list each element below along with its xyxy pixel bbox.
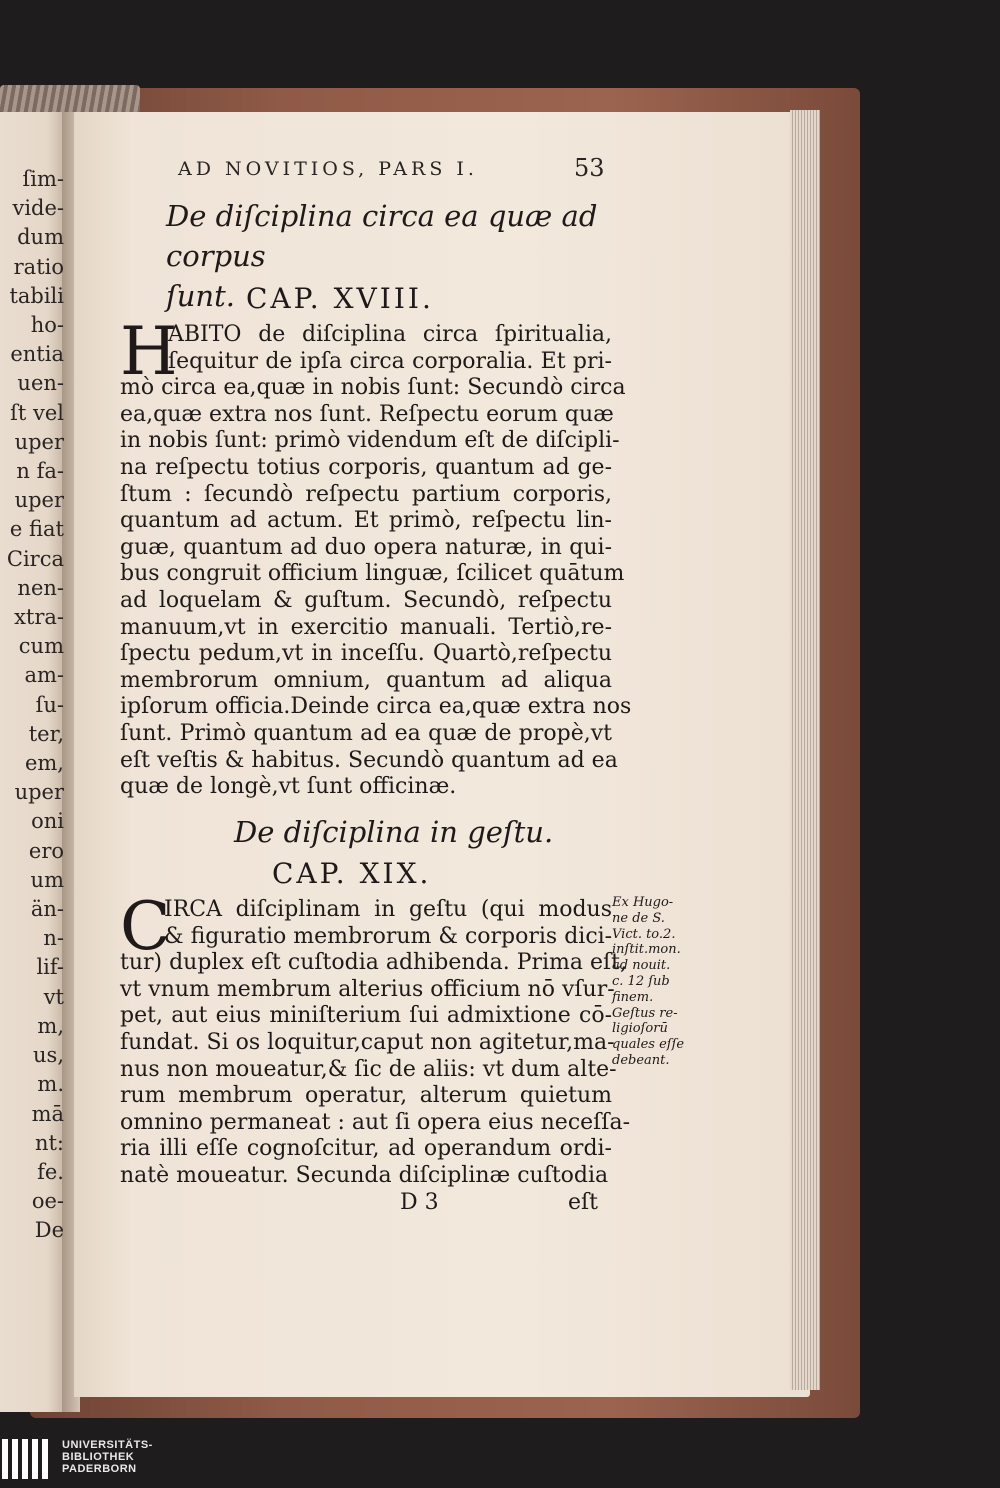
text-line: oni [31,809,64,834]
marginal-line: ligioſorū [612,1021,668,1037]
text-line: ratio [13,254,64,279]
logo-line: PADERBORN [62,1463,137,1475]
chapter-heading-2: CAP. XIX. [272,857,432,890]
text-line: ſt vel [10,400,64,425]
text-line: ter, [28,721,64,746]
text-line: ho- [30,313,64,338]
text-line: uper [14,780,64,805]
page-number: 53 [574,154,605,182]
marginal-line: inſtit.mon. [612,942,681,958]
text-line: ſequitur de ipſa circa corporalia. Et pri- [168,348,612,374]
text-line: fundat. Si os loquitur,caput non agitetur,ma- [120,1029,615,1055]
text-line: fe. [37,1159,64,1184]
text-line: manuum,vt in exercitio manuali. Tertiò,re- [120,614,612,640]
running-head: AD NOVITIOS, PARS I. [178,158,478,180]
text-line: Circa [6,546,64,571]
page-edges [790,110,820,1390]
text-line: in nobis ſunt: primò videndum eſt de diſcipli- [120,428,620,454]
section-title-line: ſunt. [166,279,235,313]
text-line: cum [18,634,64,659]
text-line: ABITO de diſciplina circa ſpiritualia, [168,322,612,347]
marginal-note [612,895,707,1069]
drop-capital: H [120,313,178,390]
text-line: ad loquelam & guſtum. Secundò, reſpectu [120,587,612,613]
marginal-line: ad nouit. [612,958,671,974]
text-line: rum membrum operatur, alterum quietum [120,1083,612,1109]
text-line: um [30,867,64,892]
text-line: em, [24,751,64,776]
text-line: bus congruit officium linguæ, ſcilicet quātum [120,561,625,587]
text-line: ria illi eſſe cognoſcitur, ad operandum ordi- [120,1136,612,1162]
text-line: tur) duplex eſt cuſtodia adhibenda. Prima eſt, [120,950,628,976]
text-line: dum [17,225,64,250]
marginal-line: c. 12 ſub [612,973,670,989]
chapter-heading: CAP. XVIII. [246,282,434,315]
text-line: quæ de longè,vt ſunt officinæ. [120,774,457,800]
text-line: ipſorum officia.Deinde circa ea,quæ extra nos [120,694,632,720]
signature-mark: D 3 [400,1190,439,1215]
text-line: IRCA diſciplinam in geſtu (qui modus [164,897,612,922]
text-line: lif- [36,955,64,980]
text-line: De [34,1218,64,1243]
text-line: oe- [31,1189,64,1214]
section-title-2: De diſciplina in geſtu. [234,815,554,849]
marginal-line: ne de S. [612,910,665,926]
text-line: am- [24,663,64,688]
text-line: vt [43,984,64,1009]
text-line: eſt veſtis & habitus. Secundò quantum ad ea [120,747,618,773]
text-line: ſim- [22,167,64,191]
marginal-line: Geſtus re- [612,1005,678,1021]
text-line: & figuratio membrorum & corporis dici- [164,923,613,949]
text-line: nt: [34,1130,64,1155]
headband [0,85,140,115]
text-line: e fiat [9,517,64,542]
logo-line: BIBLIOTHEK [62,1451,135,1463]
catchword: eſt [568,1190,599,1215]
paragraph-2 [120,888,630,1190]
section-title-line: De diſciplina circa ea quæ ad corpus [166,199,598,273]
drop-capital-2: C [120,888,171,965]
text-line: us, [33,1043,64,1068]
text-line: mā [31,1101,64,1126]
marginal-line: debeant. [612,1052,670,1068]
text-line: natè moueatur. Secunda diſciplinæ cuſtodia [120,1162,609,1188]
text-line: guæ, quantum ad duo opera naturæ, in qui- [120,534,612,560]
text-line: ero [28,838,64,863]
text-line: uen- [17,371,64,396]
text-line: membrorum omnium, quantum ad aliqua [120,667,612,693]
text-line: nen- [17,575,64,600]
text-line: n- [43,926,64,951]
text-line: ſpectu pedum,vt in inceſſu. Quartò,reſpectu [120,641,612,667]
text-line: quantum ad actum. Et primò, reſpectu lin- [120,508,612,534]
marginal-line: Ex Hugo- [612,895,674,910]
text-line: ſu- [35,692,64,717]
text-line: n fa- [16,459,64,484]
text-line: omnino permaneat : aut ſi opera eius neceſſa- [120,1109,630,1135]
text-line: pet, aut eius miniſterium ſui admixtione cō- [120,1003,612,1029]
marginal-line: quales eſſe [612,1037,685,1053]
text-line: uper [14,488,64,513]
text-line: ſtum : ſecundò reſpectu partium corporis, [120,481,612,507]
text-line: ſunt. Primò quantum ad ea quæ de propè,vt [120,720,612,746]
text-line: vt vnum membrum alterius officium nō vſur- [120,976,615,1002]
logo-text [62,1439,153,1475]
marginal-line: Vict. to.2. [612,926,676,942]
text-line: na reſpectu totius corporis, quantum ad ge- [120,454,612,480]
text-line: än- [30,897,64,922]
logo-line: UNIVERSITÄTS- [62,1439,153,1451]
text-line: xtra- [14,605,64,630]
text-line: mò circa ea,quæ in nobis ſunt: Secundò circa [120,375,626,401]
marginal-line: finem. [612,989,654,1005]
library-logo [0,1435,200,1479]
text-line: ea,quæ extra nos ſunt. Reſpectu eorum quæ [120,401,614,427]
paragraph [120,313,632,801]
logo-bars-icon [2,1439,52,1483]
text-line: entia [10,342,64,367]
text-line: m, [37,1013,64,1038]
text-line: uper [14,429,64,454]
left-page-text [0,165,64,1246]
text-line: tabili [9,283,64,308]
text-line: vide- [12,196,64,221]
text-line: m. [37,1072,64,1097]
text-line: nus non moueatur,& ſic de aliis: vt dum alte- [120,1056,617,1082]
